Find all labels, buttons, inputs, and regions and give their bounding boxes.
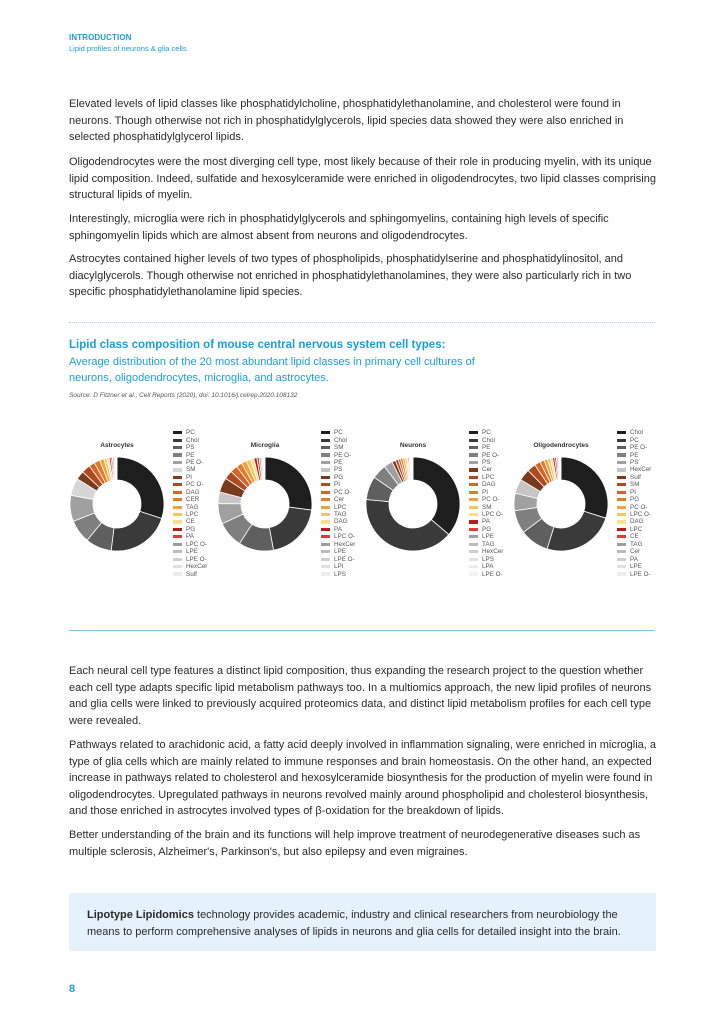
legend-item [469, 436, 503, 443]
legend-swatch [173, 476, 182, 479]
legend-swatch [617, 550, 626, 553]
legend-label: PC [334, 429, 343, 437]
legend-label: Cer [630, 548, 641, 556]
legend-swatch [617, 498, 626, 501]
legend-label: LPE O- [630, 570, 651, 578]
legend-label: HexCer [482, 548, 504, 556]
legend-label: LPE [482, 533, 494, 541]
legend-label: PC O- [630, 503, 648, 511]
body-paragraph: Better understanding of the brain and its functions will help improve treatment of neurodegenerative diseases such as multiple sclerosis, Alzheimer's, Parkinson's, but also epilepsy and even migraines. [69, 829, 641, 858]
callout-text [87, 907, 647, 940]
legend-swatch [321, 483, 330, 486]
legend-label: TAG [630, 540, 643, 548]
legend-label: Sulf [630, 473, 641, 481]
legend-swatch [173, 498, 182, 501]
legend-item [321, 474, 355, 481]
legend-swatch [469, 520, 478, 523]
legend-label: PA [186, 533, 194, 541]
legend-swatch [321, 491, 330, 494]
legend-item [469, 459, 503, 466]
slice-pc [265, 457, 312, 510]
legend-item [321, 459, 355, 466]
legend-item [617, 511, 651, 518]
legend-item [617, 548, 651, 555]
body-paragraph: Pathways related to arachidonic acid, a fatty acid deeply involved in inflammation signaling, were enriched in microglia, a type of glia cells which are mainly related to immune responses and brain homeostasis. On the other hand, an expected increase in pathways related to cholesterol and hexosylceramide biosynthesis for the production of myelin were found in oligodendrocytes. Upregulated pathways in neurons revolved mainly around phospholipid and cholesterol biosynthesis, and those enriched in astrocytes involved types of β-oxidation for the breakdown of lipids. [69, 739, 656, 818]
legend-swatch [173, 439, 182, 442]
legend-label: HexCer [186, 563, 208, 571]
legend-item [469, 496, 503, 503]
legend-swatch [617, 491, 626, 494]
legend-swatch [173, 550, 182, 553]
slice-chol [111, 511, 162, 551]
donut-chart-microglia [218, 426, 368, 591]
legend-label: DAG [186, 488, 200, 496]
legend-swatch [617, 453, 626, 456]
legend-swatch [321, 558, 330, 561]
legend-swatch [617, 528, 626, 531]
legend-item [469, 474, 503, 481]
legend-swatch [469, 498, 478, 501]
legend-label: HexCer [334, 540, 356, 548]
legend-label: DAG [482, 481, 496, 489]
legend-label: Chol [482, 436, 495, 444]
legend-item [617, 451, 651, 458]
legend-item [173, 444, 207, 451]
legend-label: PC O- [334, 488, 352, 496]
legend-item [321, 555, 355, 562]
legend-label: LPS [334, 570, 346, 578]
legend-label: Chol [334, 436, 347, 444]
intro-paragraph: Oligodendrocytes were the most diverging cell type, most likely because of their role in producing myelin, with its unique lipid composition. Indeed, sulfatide and hexosylceramide were enriched in oligodendrocytes, two lipid classes comprising structural lipids of myelin. [69, 156, 656, 202]
slice-lps [264, 457, 265, 480]
legend-swatch [617, 431, 626, 434]
legend-label: PG [482, 525, 492, 533]
legend-label: SM [630, 481, 640, 489]
donut-chart-oligodendrocytes [514, 426, 664, 591]
legend-item [617, 466, 651, 473]
legend-item [173, 555, 207, 562]
legend-swatch [617, 558, 626, 561]
chart-title: Oligodendrocytes [533, 442, 589, 449]
slice-sulf [116, 457, 117, 480]
legend-item [173, 489, 207, 496]
legend-label: PI [186, 473, 192, 481]
slice-lpe-o [560, 457, 561, 480]
legend-swatch [469, 506, 478, 509]
legend-item [173, 474, 207, 481]
slice-pc [413, 457, 460, 535]
legend-label: TAG [186, 503, 199, 511]
legend-swatch [321, 513, 330, 516]
legend-item [469, 489, 503, 496]
legend-item [321, 466, 355, 473]
legend-swatch [617, 565, 626, 568]
legend-item [617, 526, 651, 533]
legend-label: PE [334, 458, 343, 466]
legend-label: CE [186, 518, 195, 526]
legend-label: CE [630, 533, 639, 541]
legend-label: LPC [482, 473, 495, 481]
legend-item [617, 436, 651, 443]
legend-label: LPE O- [482, 570, 503, 578]
legend-item [469, 451, 503, 458]
legend-item [173, 481, 207, 488]
legend-swatch [173, 446, 182, 449]
legend-swatch [321, 431, 330, 434]
legend-label: LPC O- [630, 511, 651, 519]
legend-item [469, 570, 503, 577]
body-paragraph: Each neural cell type features a distinct lipid composition, thus expanding the research project to the question whether each cell type adapts specific lipid metabolism pathways too. In a multiomics approach, the new lipid profiles of neurons and glia cells were linked to previously acquired proteomics data, and distinct lipid metabolism profiles for each cell type were revealed. [69, 665, 652, 727]
legend-item [321, 541, 355, 548]
legend-swatch [173, 491, 182, 494]
legend-item [321, 563, 355, 570]
legend-swatch [173, 572, 182, 575]
intro-paragraph: Interestingly, microglia were rich in phosphatidylglycerols and sphingomyelins, containing high levels of specific sphingomyelin lipids which are almost absent from neurons and oligodendrocytes. [69, 213, 609, 242]
donut-svg [218, 426, 318, 586]
chart-legend [617, 429, 651, 578]
legend-label: SM [186, 466, 196, 474]
legend-swatch [617, 468, 626, 471]
legend-label: LPA [482, 563, 494, 571]
legend-swatch [469, 468, 478, 471]
legend-swatch [617, 513, 626, 516]
chart-legend [173, 429, 207, 578]
legend-swatch [173, 431, 182, 434]
legend-swatch [173, 558, 182, 561]
chart-title: Neurons [399, 442, 427, 449]
legend-swatch [469, 550, 478, 553]
legend-swatch [173, 453, 182, 456]
legend-label: LPC [186, 511, 199, 519]
legend-item [321, 429, 355, 436]
intro-paragraph: Astrocytes contained higher levels of two types of phospholipids, phosphatidylserine and phosphatidylinositol, and diacylglycerols. Though otherwise not enriched in phosphatidylethanolamines, they were also particularly rich in two specific phosphatidylethanolamine lipid species. [69, 253, 632, 299]
legend-item [617, 459, 651, 466]
donut-svg [70, 426, 170, 586]
legend-label: LPE O- [186, 555, 207, 563]
running-header [69, 33, 187, 53]
legend-label: Cer [334, 496, 345, 504]
legend-item [173, 496, 207, 503]
legend-item [321, 489, 355, 496]
legend-item [617, 518, 651, 525]
legend-item [617, 503, 651, 510]
legend-item [469, 429, 503, 436]
donut-chart-neurons [366, 426, 516, 591]
legend-swatch [321, 498, 330, 501]
legend-item [617, 570, 651, 577]
slice-chol [366, 499, 449, 551]
legend-item [469, 444, 503, 451]
legend-item [321, 526, 355, 533]
legend-item [469, 533, 503, 540]
legend-item [173, 548, 207, 555]
callout-brand: Lipotype Lipidomics [87, 909, 194, 921]
legend-label: PG [334, 473, 344, 481]
legend-swatch [469, 476, 478, 479]
figure-source: Source: D Fitzner et al., Cell Reports (2020), doi: 10.1016/j.celrep.2020.108132 [69, 392, 298, 399]
legend-swatch [173, 520, 182, 523]
legend-swatch [321, 476, 330, 479]
legend-label: HexCer [630, 466, 652, 474]
legend-swatch [173, 468, 182, 471]
legend-swatch [321, 439, 330, 442]
legend-swatch [469, 528, 478, 531]
legend-item [321, 444, 355, 451]
legend-swatch [617, 446, 626, 449]
legend-item [321, 481, 355, 488]
legend-label: LPE [186, 548, 198, 556]
legend-item [173, 541, 207, 548]
legend-swatch [321, 572, 330, 575]
legend-swatch [617, 483, 626, 486]
legend-item [617, 533, 651, 540]
slice-pc [117, 457, 164, 519]
section-label: INTRODUCTION [69, 33, 132, 42]
legend-label: PA [334, 525, 342, 533]
legend-item [173, 436, 207, 443]
legend-item [469, 481, 503, 488]
legend-label: PA [482, 518, 490, 526]
legend-swatch [617, 506, 626, 509]
legend-item [173, 526, 207, 533]
legend-label: LPE O- [334, 555, 355, 563]
legend-item [173, 503, 207, 510]
slice-chol [561, 457, 608, 518]
legend-swatch [469, 572, 478, 575]
chart-legend [321, 429, 355, 578]
legend-swatch [617, 461, 626, 464]
legend-swatch [469, 453, 478, 456]
legend-swatch [321, 535, 330, 538]
legend-swatch [469, 461, 478, 464]
legend-swatch [469, 513, 478, 516]
legend-swatch [173, 543, 182, 546]
legend-swatch [173, 461, 182, 464]
legend-label: Chol [186, 436, 199, 444]
callout-body: technology provides academic, industry and clinical researchers from neurobiology the means to perform comprehensive analyses of lipids in neurons and glia cells for detailed insight into the brain. [87, 909, 621, 938]
legend-label: PE [482, 444, 491, 452]
legend-label: LPS [482, 555, 494, 563]
legend-item [173, 459, 207, 466]
legend-label: LPC O- [482, 511, 503, 519]
legend-swatch [617, 476, 626, 479]
legend-label: LPI [334, 563, 344, 571]
legend-swatch [617, 439, 626, 442]
legend-item [469, 466, 503, 473]
legend-item [617, 541, 651, 548]
legend-item [321, 533, 355, 540]
legend-label: DAG [630, 518, 644, 526]
legend-item [469, 555, 503, 562]
legend-item [617, 496, 651, 503]
legend-item [321, 503, 355, 510]
legend-label: PI [482, 488, 488, 496]
donut-chart-astrocytes [70, 426, 220, 591]
legend-label: LPC O- [186, 540, 207, 548]
legend-label: SM [482, 503, 492, 511]
legend-item [173, 563, 207, 570]
legend-item [321, 548, 355, 555]
legend-label: PC O- [482, 496, 500, 504]
legend-item [469, 503, 503, 510]
legend-label: LPE [630, 563, 642, 571]
legend-swatch [173, 513, 182, 516]
legend-item [617, 429, 651, 436]
legend-swatch [469, 446, 478, 449]
legend-item [617, 489, 651, 496]
legend-label: PS [630, 458, 639, 466]
legend-swatch [173, 506, 182, 509]
legend-item [321, 436, 355, 443]
legend-swatch [321, 446, 330, 449]
legend-label: PA [630, 555, 638, 563]
legend-swatch [321, 543, 330, 546]
chart-title: Astrocytes [100, 442, 134, 449]
legend-item [173, 429, 207, 436]
legend-label: PC O- [186, 481, 204, 489]
figure-subtitle: Average distribution of the 20 most abundant lipid classes in primary cell cultures of neurons, oligodendrocytes, microglia, and astrocytes. [69, 356, 475, 384]
legend-item [617, 563, 651, 570]
legend-label: PE O- [630, 444, 648, 452]
legend-label: PS [186, 444, 195, 452]
legend-swatch [469, 483, 478, 486]
legend-swatch [321, 528, 330, 531]
legend-item [173, 570, 207, 577]
legend-swatch [617, 535, 626, 538]
figure-title: Lipid class composition of mouse central nervous system cell types: [69, 339, 446, 351]
legend-item [617, 444, 651, 451]
chart-legend [469, 429, 503, 578]
legend-swatch [321, 520, 330, 523]
legend-label: DAG [334, 518, 348, 526]
legend-swatch [321, 453, 330, 456]
legend-item [469, 548, 503, 555]
legend-item [173, 466, 207, 473]
divider [69, 630, 655, 631]
page-number: 8 [69, 983, 76, 995]
legend-swatch [321, 461, 330, 464]
legend-label: TAG [334, 511, 347, 519]
legend-label: PE [630, 451, 639, 459]
legend-item [321, 570, 355, 577]
legend-label: PG [630, 496, 640, 504]
legend-swatch [469, 439, 478, 442]
legend-swatch [469, 491, 478, 494]
legend-swatch [617, 520, 626, 523]
legend-item [469, 541, 503, 548]
legend-label: SM [334, 444, 344, 452]
legend-label: LPC [334, 503, 347, 511]
legend-swatch [469, 535, 478, 538]
legend-item [469, 563, 503, 570]
intro-paragraph: Elevated levels of lipid classes like phosphatidylcholine, phosphatidylethanolamine, and cholesterol were found in neurons. Though otherwise not rich in phosphatidylglycerols, lipid species data showed they were also enriched in selected phosphatidylglycerol lipids. [69, 98, 624, 144]
callout-box [69, 893, 656, 951]
legend-label: Cer [482, 466, 493, 474]
legend-item [173, 533, 207, 540]
legend-label: PG [186, 525, 196, 533]
legend-label: Sulf [186, 570, 197, 578]
legend-item [469, 526, 503, 533]
legend-item [617, 474, 651, 481]
legend-label: LPE [334, 548, 346, 556]
legend-swatch [469, 558, 478, 561]
legend-swatch [469, 543, 478, 546]
legend-item [173, 518, 207, 525]
donut-svg [514, 426, 614, 586]
legend-label: Chol [630, 429, 643, 437]
legend-item [469, 511, 503, 518]
legend-label: PC [186, 429, 195, 437]
slice-chol [269, 507, 311, 550]
chart-title: Microglia [250, 442, 280, 449]
legend-label: CER [186, 496, 200, 504]
legend-label: PC [482, 429, 491, 437]
legend-item [321, 518, 355, 525]
legend-label: PS [482, 458, 491, 466]
legend-label: PE O- [186, 458, 204, 466]
legend-swatch [469, 565, 478, 568]
legend-item [173, 511, 207, 518]
legend-item [173, 451, 207, 458]
legend-swatch [321, 468, 330, 471]
legend-swatch [469, 431, 478, 434]
legend-item [617, 555, 651, 562]
legend-label: PI [630, 488, 636, 496]
slice-pc [547, 511, 606, 551]
divider [69, 322, 655, 323]
legend-label: PE O- [482, 451, 500, 459]
legend-swatch [321, 565, 330, 568]
legend-label: PC [630, 436, 639, 444]
legend-label: LPC O- [334, 533, 355, 541]
legend-label: PI [334, 481, 340, 489]
donut-svg [366, 426, 466, 586]
legend-item [617, 481, 651, 488]
legend-label: PS [334, 466, 343, 474]
legend-item [321, 451, 355, 458]
legend-label: PE [186, 451, 195, 459]
legend-swatch [173, 528, 182, 531]
legend-swatch [321, 550, 330, 553]
legend-swatch [617, 543, 626, 546]
section-subtitle: Lipid profiles of neurons & glia cells [69, 44, 187, 53]
legend-swatch [173, 565, 182, 568]
legend-item [321, 496, 355, 503]
legend-swatch [173, 535, 182, 538]
legend-label: TAG [482, 540, 495, 548]
legend-swatch [617, 572, 626, 575]
legend-item [469, 518, 503, 525]
legend-label: PE O- [334, 451, 352, 459]
legend-label: LPC [630, 525, 643, 533]
legend-swatch [173, 483, 182, 486]
legend-swatch [321, 506, 330, 509]
legend-item [321, 511, 355, 518]
